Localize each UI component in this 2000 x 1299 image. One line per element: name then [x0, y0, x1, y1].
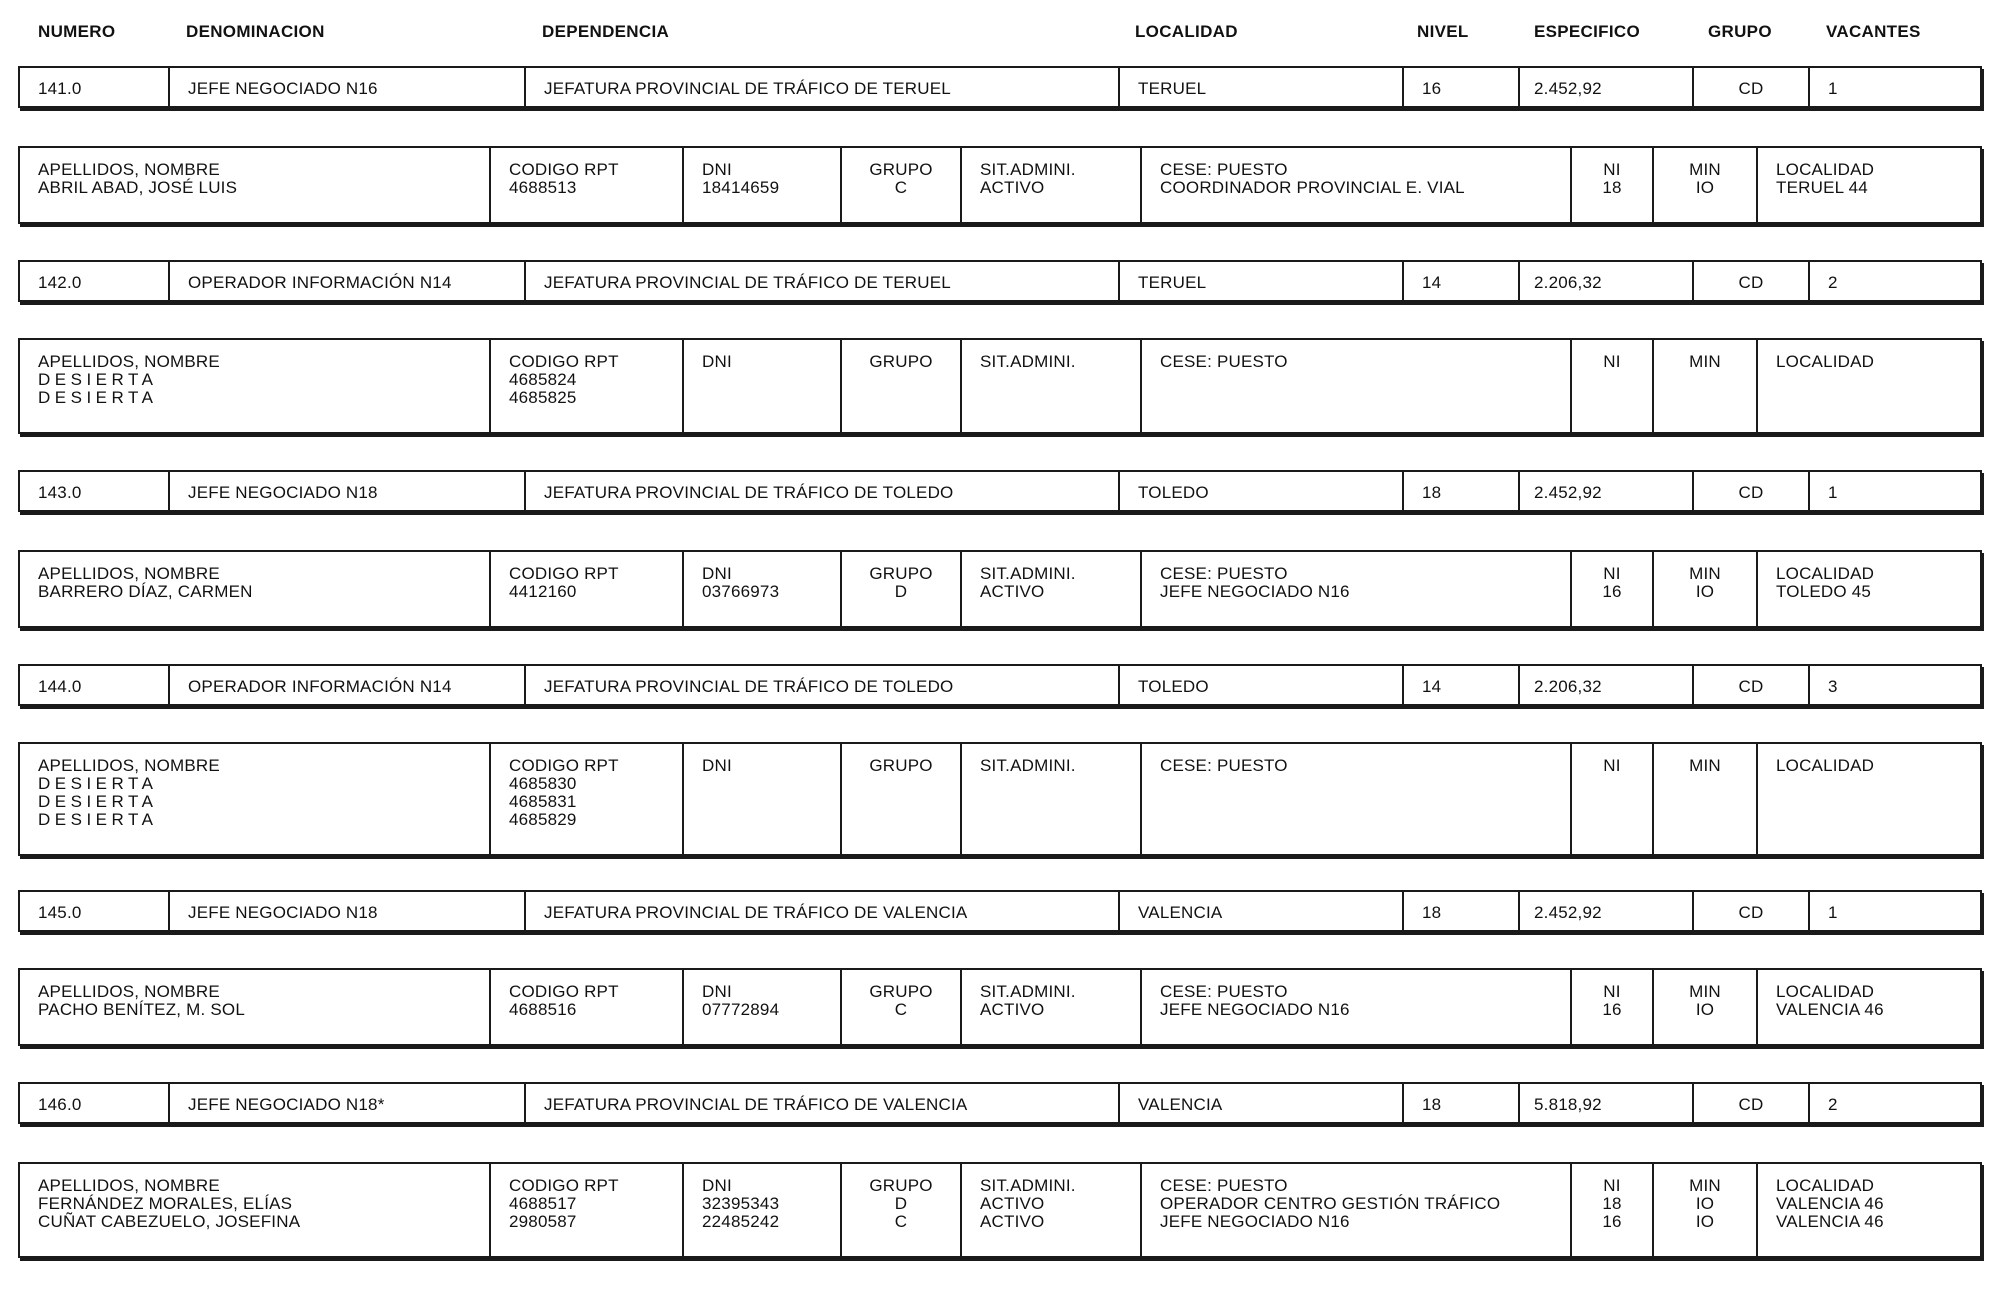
position-nivel: 14 [1402, 666, 1518, 704]
label-localidad: LOCALIDAD [1776, 1176, 1875, 1195]
position-grupo: CD [1692, 262, 1808, 300]
person-block [18, 1162, 1982, 1258]
label-sit: SIT.ADMINI. [980, 564, 1076, 583]
label-codigo: CODIGO RPT [509, 1176, 619, 1195]
position-row [18, 470, 1982, 512]
person-ni: 16 [1602, 582, 1622, 601]
person-ni: 18 16 [1602, 1194, 1622, 1231]
position-nivel: 18 [1402, 472, 1518, 510]
person-codigo: 4685824 4685825 [509, 370, 577, 407]
position-grupo: CD [1692, 1084, 1808, 1122]
person-localidad: TERUEL 44 [1776, 178, 1868, 197]
person-dni: 18414659 [702, 178, 780, 197]
position-especifico: 2.206,32 [1518, 666, 1692, 704]
position-dependencia: JEFATURA PROVINCIAL DE TRÁFICO DE TOLEDO [524, 666, 1118, 704]
label-dni: DNI [702, 352, 732, 371]
person-ni: 16 [1602, 1000, 1622, 1019]
position-dependencia: JEFATURA PROVINCIAL DE TRÁFICO DE TERUEL [524, 68, 1118, 106]
person-codigo: 4685830 4685831 4685829 [509, 774, 577, 829]
person-codigo: 4688516 [509, 1000, 577, 1019]
position-numero: 144.0 [38, 677, 82, 696]
label-ni: NI [1603, 982, 1621, 1001]
label-cese: CESE: PUESTO [1160, 1176, 1288, 1195]
position-localidad: VALENCIA [1118, 892, 1402, 930]
person-sit: ACTIVO [980, 1000, 1045, 1019]
label-min: MIN [1689, 564, 1721, 583]
label-sit: SIT.ADMINI. [980, 982, 1076, 1001]
position-especifico: 5.818,92 [1518, 1084, 1692, 1122]
person-dni: 32395343 22485242 [702, 1194, 780, 1231]
label-dni: DNI [702, 564, 732, 583]
position-row [18, 890, 1982, 932]
position-vacantes: 1 [1808, 472, 1980, 510]
position-numero: 146.0 [38, 1095, 82, 1114]
label-apellidos: APELLIDOS, NOMBRE [38, 982, 220, 1001]
position-numero: 141.0 [38, 79, 82, 98]
person-cese: JEFE NEGOCIADO N16 [1160, 1000, 1350, 1019]
person-nombre: DESIERTA DESIERTA DESIERTA [38, 774, 158, 829]
label-localidad: LOCALIDAD [1776, 756, 1875, 775]
position-dependencia: JEFATURA PROVINCIAL DE TRÁFICO DE VALENCIA [524, 892, 1118, 930]
position-localidad: TOLEDO [1118, 666, 1402, 704]
person-grupo: D C [894, 1194, 908, 1231]
label-localidad: LOCALIDAD [1776, 160, 1875, 179]
person-block [18, 742, 1982, 856]
person-min: IO [1695, 178, 1715, 197]
position-dependencia: JEFATURA PROVINCIAL DE TRÁFICO DE VALENCIA [524, 1084, 1118, 1122]
position-numero: 145.0 [38, 903, 82, 922]
position-localidad: TERUEL [1118, 262, 1402, 300]
label-apellidos: APELLIDOS, NOMBRE [38, 352, 220, 371]
label-min: MIN [1689, 160, 1721, 179]
header-localidad: LOCALIDAD [1135, 22, 1238, 41]
label-apellidos: APELLIDOS, NOMBRE [38, 756, 220, 775]
position-grupo: CD [1692, 666, 1808, 704]
header-dependencia: DEPENDENCIA [542, 22, 670, 41]
position-dependencia: JEFATURA PROVINCIAL DE TRÁFICO DE TERUEL [524, 262, 1118, 300]
position-especifico: 2.206,32 [1518, 262, 1692, 300]
position-grupo: CD [1692, 68, 1808, 106]
header-vacantes: VACANTES [1826, 22, 1921, 41]
label-grupo: GRUPO [869, 564, 933, 583]
position-vacantes: 3 [1808, 666, 1980, 704]
label-cese: CESE: PUESTO [1160, 756, 1288, 775]
person-cese: COORDINADOR PROVINCIAL E. VIAL [1160, 178, 1465, 197]
label-grupo: GRUPO [869, 352, 933, 371]
label-cese: CESE: PUESTO [1160, 564, 1288, 583]
person-codigo: 4688517 2980587 [509, 1194, 577, 1231]
label-apellidos: APELLIDOS, NOMBRE [38, 1176, 220, 1195]
person-nombre: ABRIL ABAD, JOSÉ LUIS [38, 178, 238, 197]
label-dni: DNI [702, 1176, 732, 1195]
person-nombre: FERNÁNDEZ MORALES, ELÍAS CUÑAT CABEZUELO, JOSEFINA [38, 1194, 301, 1231]
label-dni: DNI [702, 982, 732, 1001]
label-min: MIN [1689, 1176, 1721, 1195]
position-denominacion: JEFE NEGOCIADO N18* [168, 1084, 524, 1122]
position-vacantes: 1 [1808, 68, 1980, 106]
label-cese: CESE: PUESTO [1160, 982, 1288, 1001]
person-cese: OPERADOR CENTRO GESTIÓN TRÁFICO JEFE NEGOCIADO N16 [1160, 1194, 1501, 1231]
person-min: IO [1695, 1000, 1715, 1019]
person-cese: JEFE NEGOCIADO N16 [1160, 582, 1350, 601]
person-codigo: 4412160 [509, 582, 577, 601]
person-dni: 03766973 [702, 582, 780, 601]
label-sit: SIT.ADMINI. [980, 1176, 1076, 1195]
position-nivel: 16 [1402, 68, 1518, 106]
position-denominacion: OPERADOR INFORMACIÓN N14 [168, 262, 524, 300]
position-especifico: 2.452,92 [1518, 68, 1692, 106]
person-block [18, 550, 1982, 628]
person-nombre: DESIERTA DESIERTA [38, 370, 158, 407]
label-ni: NI [1603, 1176, 1621, 1195]
header-numero: NUMERO [38, 22, 116, 41]
label-codigo: CODIGO RPT [509, 352, 619, 371]
person-sit: ACTIVO [980, 582, 1045, 601]
label-apellidos: APELLIDOS, NOMBRE [38, 160, 220, 179]
label-dni: DNI [702, 756, 732, 775]
position-localidad: VALENCIA [1118, 1084, 1402, 1122]
header-grupo: GRUPO [1708, 22, 1772, 41]
position-row [18, 1082, 1982, 1124]
person-ni: 18 [1602, 178, 1622, 197]
person-min: IO IO [1695, 1194, 1715, 1231]
person-block [18, 338, 1982, 434]
header-denominacion: DENOMINACION [186, 22, 325, 41]
header-nivel: NIVEL [1417, 22, 1469, 41]
label-apellidos: APELLIDOS, NOMBRE [38, 564, 220, 583]
person-localidad: TOLEDO 45 [1776, 582, 1872, 601]
position-nivel: 18 [1402, 1084, 1518, 1122]
person-grupo: C [894, 178, 908, 197]
label-min: MIN [1689, 756, 1721, 775]
label-dni: DNI [702, 160, 732, 179]
position-localidad: TOLEDO [1118, 472, 1402, 510]
label-localidad: LOCALIDAD [1776, 352, 1875, 371]
label-grupo: GRUPO [869, 1176, 933, 1195]
label-sit: SIT.ADMINI. [980, 352, 1076, 371]
label-ni: NI [1603, 352, 1621, 371]
label-grupo: GRUPO [869, 982, 933, 1001]
position-numero: 143.0 [38, 483, 82, 502]
label-localidad: LOCALIDAD [1776, 564, 1875, 583]
person-nombre: BARRERO DÍAZ, CARMEN [38, 582, 253, 601]
label-codigo: CODIGO RPT [509, 982, 619, 1001]
position-denominacion: JEFE NEGOCIADO N18 [168, 892, 524, 930]
label-ni: NI [1603, 564, 1621, 583]
label-codigo: CODIGO RPT [509, 160, 619, 179]
position-denominacion: JEFE NEGOCIADO N16 [168, 68, 524, 106]
label-min: MIN [1689, 982, 1721, 1001]
position-row [18, 66, 1982, 108]
label-sit: SIT.ADMINI. [980, 756, 1076, 775]
person-grupo: D [894, 582, 908, 601]
person-nombre: PACHO BENÍTEZ, M. SOL [38, 1000, 245, 1019]
label-grupo: GRUPO [869, 160, 933, 179]
position-row [18, 260, 1982, 302]
position-localidad: TERUEL [1118, 68, 1402, 106]
position-denominacion: JEFE NEGOCIADO N18 [168, 472, 524, 510]
position-grupo: CD [1692, 892, 1808, 930]
label-ni: NI [1603, 756, 1621, 775]
person-block [18, 146, 1982, 224]
position-nivel: 14 [1402, 262, 1518, 300]
person-grupo: C [894, 1000, 908, 1019]
person-localidad: VALENCIA 46 [1776, 1000, 1884, 1019]
position-denominacion: OPERADOR INFORMACIÓN N14 [168, 666, 524, 704]
position-nivel: 18 [1402, 892, 1518, 930]
position-vacantes: 1 [1808, 892, 1980, 930]
position-row [18, 664, 1982, 706]
label-ni: NI [1603, 160, 1621, 179]
position-vacantes: 2 [1808, 262, 1980, 300]
position-dependencia: JEFATURA PROVINCIAL DE TRÁFICO DE TOLEDO [524, 472, 1118, 510]
label-min: MIN [1689, 352, 1721, 371]
label-codigo: CODIGO RPT [509, 564, 619, 583]
position-vacantes: 2 [1808, 1084, 1980, 1122]
person-localidad: VALENCIA 46 VALENCIA 46 [1776, 1194, 1884, 1231]
label-cese: CESE: PUESTO [1160, 352, 1288, 371]
position-numero: 142.0 [38, 273, 82, 292]
label-codigo: CODIGO RPT [509, 756, 619, 775]
position-grupo: CD [1692, 472, 1808, 510]
person-dni: 07772894 [702, 1000, 780, 1019]
position-especifico: 2.452,92 [1518, 892, 1692, 930]
person-codigo: 4688513 [509, 178, 577, 197]
person-sit: ACTIVO ACTIVO [980, 1194, 1045, 1231]
label-cese: CESE: PUESTO [1160, 160, 1288, 179]
person-sit: ACTIVO [980, 178, 1045, 197]
label-sit: SIT.ADMINI. [980, 160, 1076, 179]
person-min: IO [1695, 582, 1715, 601]
position-especifico: 2.452,92 [1518, 472, 1692, 510]
person-block [18, 968, 1982, 1046]
header-especifico: ESPECIFICO [1534, 22, 1640, 41]
label-grupo: GRUPO [869, 756, 933, 775]
label-localidad: LOCALIDAD [1776, 982, 1875, 1001]
